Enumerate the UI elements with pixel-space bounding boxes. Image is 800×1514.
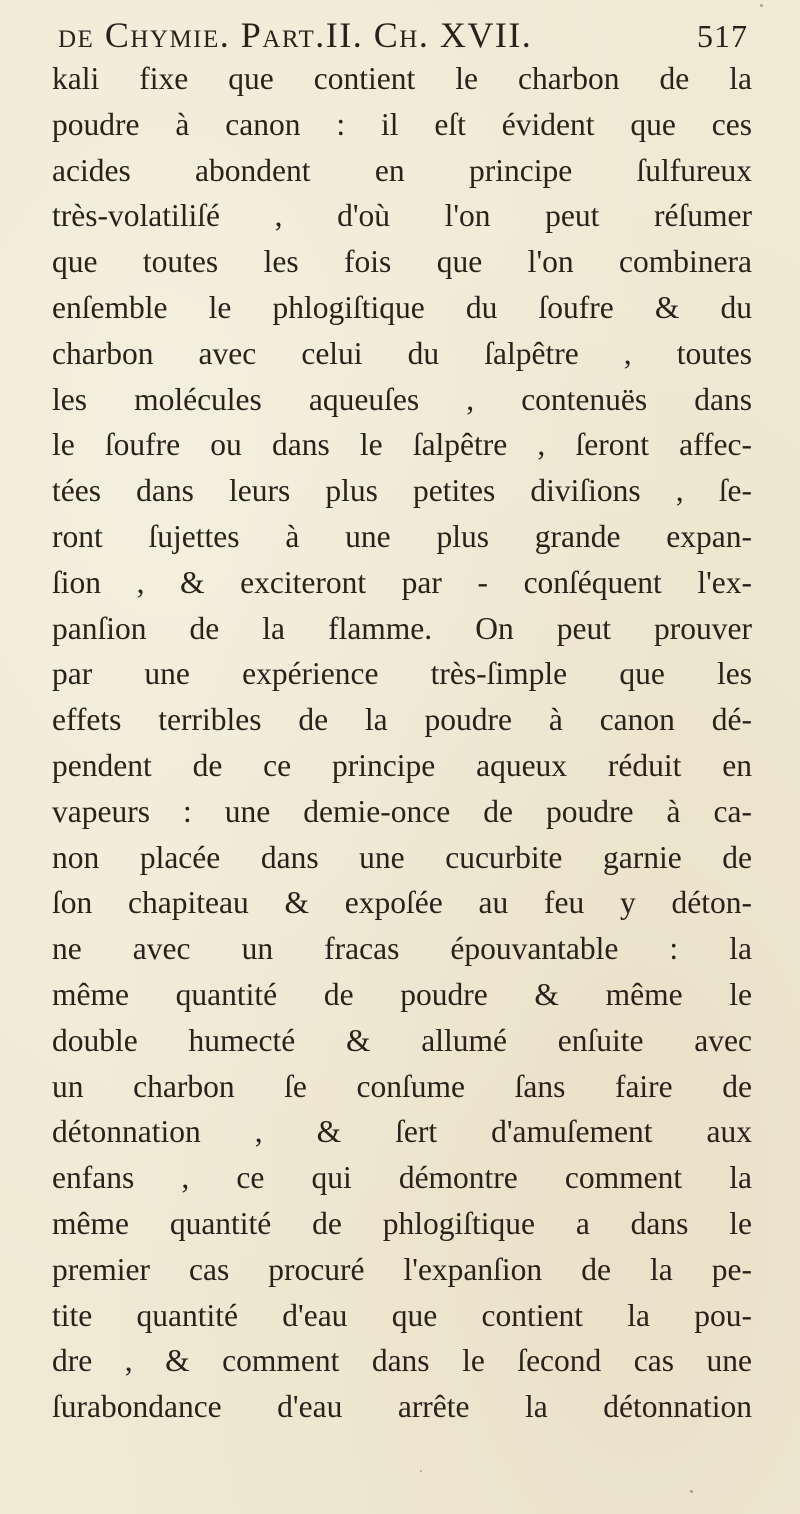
- text-line: très-volatiliſé , d'où l'on peut réſumer: [52, 198, 752, 234]
- text-line: même quantité de phlogiſtique a dans le: [52, 1205, 752, 1241]
- text-line: effets terribles de la poudre à canon dé-: [52, 702, 752, 738]
- body-text: [52, 56, 752, 1430]
- text-line: un charbon ſe conſume ſans faire de: [52, 1068, 752, 1104]
- text-line: détonnation , & ſert d'amuſement aux: [52, 1114, 752, 1150]
- text-line: premier cas procuré l'expanſion de la pe-: [52, 1251, 752, 1287]
- paper-speck: [420, 1470, 422, 1472]
- text-line: le ſoufre ou dans le ſalpêtre , ſeront affec-: [52, 427, 752, 463]
- text-line: ſurabondance d'eau arrête la détonnation: [52, 1389, 752, 1425]
- text-line: que toutes les fois que l'on combinera: [52, 244, 752, 280]
- paper-speck: [760, 4, 763, 7]
- text-line: non placée dans une cucurbite garnie de: [52, 839, 752, 875]
- text-line: charbon avec celui du ſalpêtre , toutes: [52, 335, 752, 371]
- text-line: dre , & comment dans le ſecond cas une: [52, 1343, 752, 1379]
- page-number: 517: [697, 18, 748, 54]
- text-line: tite quantité d'eau que contient la pou-: [52, 1297, 752, 1333]
- text-line: même quantité de poudre & même le: [52, 976, 752, 1012]
- text-line: enſemble le phlogiſtique du ſoufre & du: [52, 289, 752, 325]
- text-line: enfans , ce qui démontre comment la: [52, 1160, 752, 1196]
- text-line: double humecté & allumé enſuite avec: [52, 1022, 752, 1058]
- text-line: poudre à canon : il eſt évident que ces: [52, 106, 752, 142]
- text-line: acides abondent en principe ſulfureux: [52, 152, 752, 188]
- text-line: les molécules aqueuſes , contenuës dans: [52, 381, 752, 417]
- text-line: ne avec un fracas épouvantable : la: [52, 931, 752, 967]
- text-line: ſon chapiteau & expoſée au feu y déton-: [52, 885, 752, 921]
- text-line: kali fixe que contient le charbon de la: [52, 61, 752, 96]
- text-line: tées dans leurs plus petites diviſions , ſe-: [52, 473, 752, 509]
- text-line: pendent de ce principe aqueux réduit en: [52, 747, 752, 783]
- paper-speck: [690, 1490, 693, 1493]
- text-line: par une expérience très-ſimple que les: [52, 656, 752, 692]
- running-head: de Chymie. Part.II. Ch. XVII.: [58, 15, 533, 55]
- text-line: panſion de la flamme. On peut prouver: [52, 610, 752, 646]
- text-line: ront ſujettes à une plus grande expan-: [52, 518, 752, 554]
- text-line: vapeurs : une demie-once de poudre à ca-: [52, 793, 752, 829]
- text-line: ſion , & exciteront par - conſéquent l'ex-: [52, 564, 752, 600]
